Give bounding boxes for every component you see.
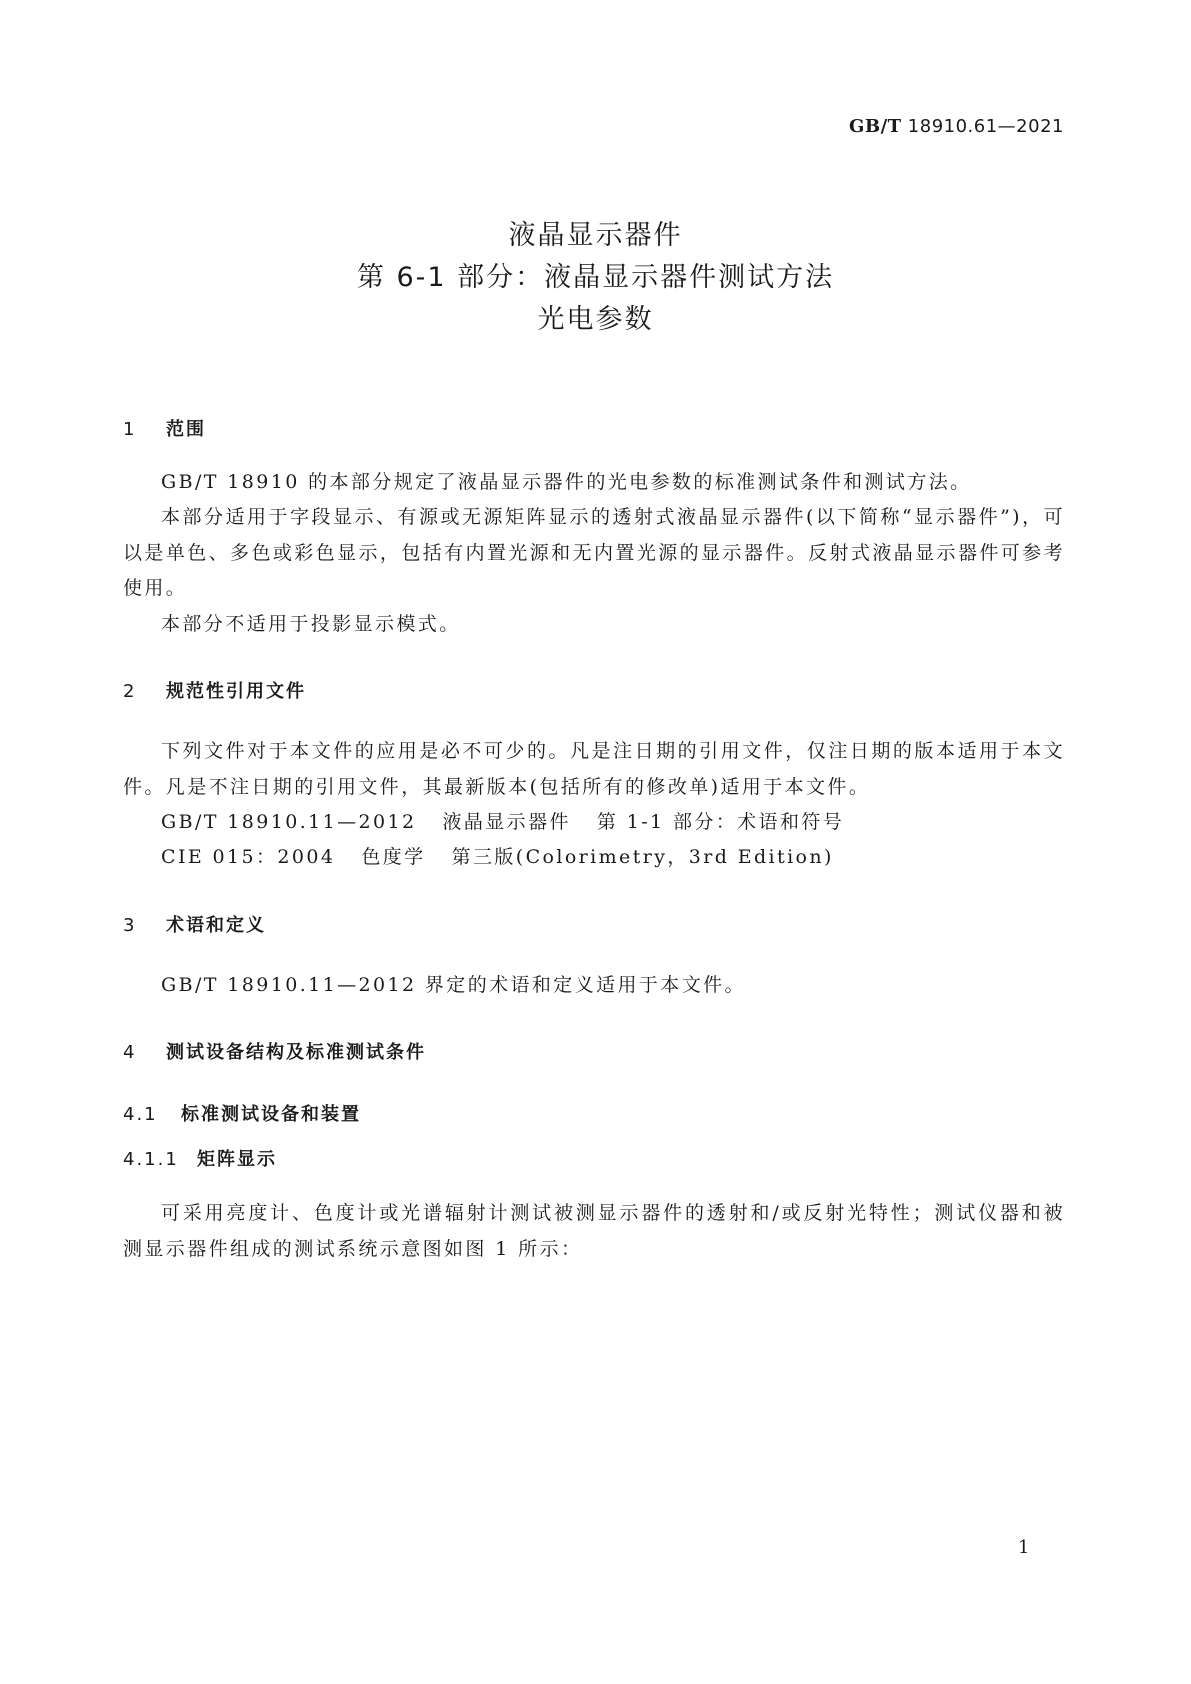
section-4-heading xyxy=(123,1038,426,1064)
section-title: 范围 xyxy=(166,419,206,440)
standard-prefix: GB/T xyxy=(849,116,902,137)
section-number: 4 xyxy=(123,1042,137,1063)
section-1-heading xyxy=(123,415,206,441)
section-number: 4.1.1 xyxy=(123,1149,179,1170)
section-title: 规范性引用文件 xyxy=(166,681,306,702)
reference-code: GB/T 18910.11—2012 xyxy=(161,811,417,833)
section-2-paragraph-1: 下列文件对于本文件的应用是必不可少的。凡是注日期的引用文件，仅注日期的版本适用于本文件。凡是不注日期的引用文件，其最新版本(包括所有的修改单)适用于本文件。 xyxy=(123,740,1065,798)
normative-reference-1 xyxy=(161,805,1103,841)
section-4-1-1-paragraph-1: 可采用亮度计、色度计或光谱辐射计测试被测显示器件的透射和/或反射光特性；测试仪器和被测显示器件组成的测试系统示意图如图 1 所示： xyxy=(123,1202,1065,1260)
section-number: 3 xyxy=(123,915,137,936)
standard-number: 18910.61—2021 xyxy=(907,116,1064,137)
section-3-paragraph-1: GB/T 18910.11—2012 界定的术语和定义适用于本文件。 xyxy=(161,974,746,996)
section-4-1-heading xyxy=(123,1100,361,1126)
reference-code: CIE 015：2004 xyxy=(161,846,336,868)
title-line-2: 第 6-1 部分：液晶显示器件测试方法 xyxy=(356,262,835,293)
title-line-1: 液晶显示器件 xyxy=(508,220,683,251)
section-2-heading xyxy=(123,677,306,703)
section-title: 测试设备结构及标准测试条件 xyxy=(166,1042,426,1063)
section-1-paragraph-1: GB/T 18910 的本部分规定了液晶显示器件的光电参数的标准测试条件和测试方法。 xyxy=(161,471,972,493)
reference-title-a: 色度学 xyxy=(361,846,426,868)
section-title: 标准测试设备和装置 xyxy=(181,1104,361,1125)
section-3-heading xyxy=(123,911,266,937)
reference-title-b: 第三版(Colorimetry，3rd Edition) xyxy=(451,846,834,868)
section-number: 2 xyxy=(123,681,137,702)
title-line-3: 光电参数 xyxy=(537,304,654,335)
normative-reference-2 xyxy=(161,840,1103,876)
standard-code xyxy=(849,116,1064,137)
section-1-paragraph-3: 本部分不适用于投影显示模式。 xyxy=(161,613,461,635)
page-number: 1 xyxy=(1018,1537,1030,1558)
section-1-paragraph-2: 本部分适用于字段显示、有源或无源矩阵显示的透射式液晶显示器件(以下简称“显示器件”)，可以是单色、多色或彩色显示，包括有内置光源和无内置光源的显示器件。反射式液晶显示器件可参考使用。 xyxy=(123,506,1065,599)
section-title: 术语和定义 xyxy=(166,915,266,936)
section-number: 4.1 xyxy=(123,1104,158,1125)
reference-title-b: 第 1-1 部分：术语和符号 xyxy=(596,811,845,833)
section-4-1-1-heading xyxy=(123,1145,277,1171)
section-title: 矩阵显示 xyxy=(197,1149,277,1170)
reference-title-a: 液晶显示器件 xyxy=(442,811,571,833)
section-number: 1 xyxy=(123,419,137,440)
